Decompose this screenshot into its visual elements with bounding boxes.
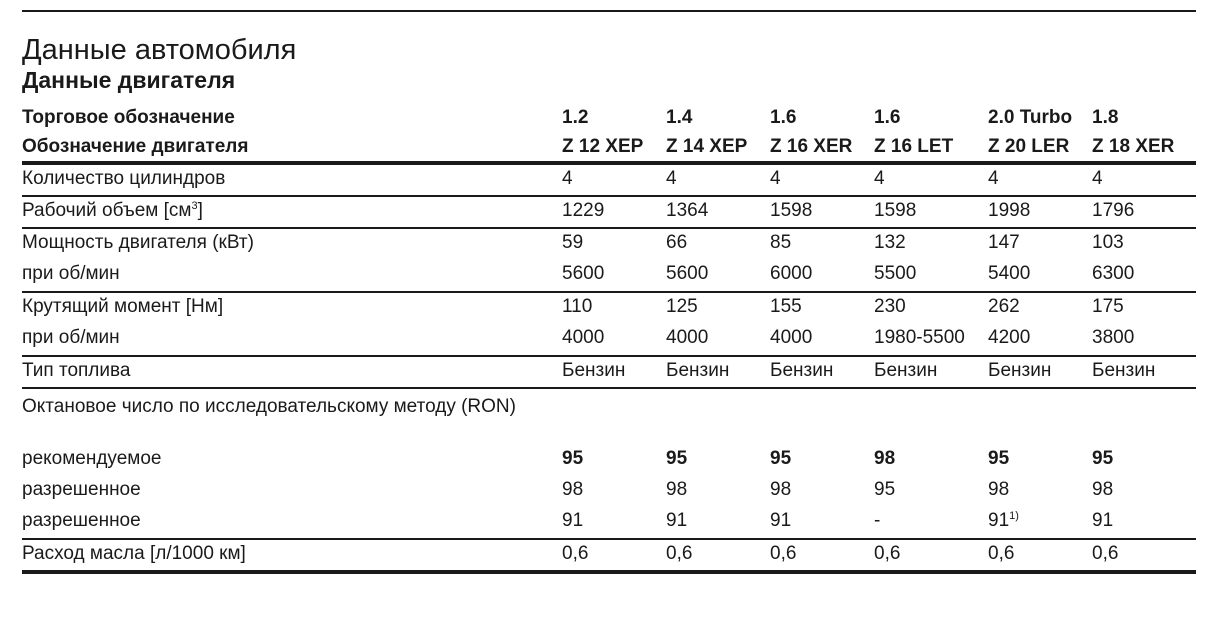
value-cell: 91 xyxy=(770,510,792,531)
value-cell: 0,6 xyxy=(562,543,589,564)
table-row xyxy=(22,476,1196,507)
value-cell: 98 xyxy=(874,448,896,469)
value-cell: 91 xyxy=(562,510,584,531)
trade-cell: 2.0 Turbo xyxy=(988,107,1073,128)
value-cell: 4 xyxy=(666,168,677,189)
value-cell: 95 xyxy=(874,479,896,500)
engine-cell: Z 16 LET xyxy=(874,136,954,157)
value-cell: 5400 xyxy=(988,263,1031,284)
value-cell: 85 xyxy=(770,232,792,253)
row-divider xyxy=(22,387,1196,389)
value-cell: 175 xyxy=(1092,296,1124,317)
value-cell: 147 xyxy=(988,232,1020,253)
table-row xyxy=(22,229,1196,260)
value-cell: 98 xyxy=(988,479,1010,500)
value-cell: 1598 xyxy=(770,200,813,221)
value-cell: 4 xyxy=(1092,168,1103,189)
value-cell: 4 xyxy=(562,168,573,189)
value-cell: 91$^{1)}$ xyxy=(988,510,1019,531)
value-cell: 5600 xyxy=(666,263,709,284)
page-title: Данные автомобиля xyxy=(22,34,297,66)
value-cell: 4000 xyxy=(770,327,813,348)
value-cell: 59 xyxy=(562,232,584,253)
row-label: разрешенное xyxy=(22,479,141,500)
value-cell: 0,6 xyxy=(770,543,797,564)
row-label: Расход масла [л/1000 км] xyxy=(22,543,246,564)
value-cell: 1229 xyxy=(562,200,605,221)
value-cell: 4000 xyxy=(666,327,709,348)
value-cell: Бензин xyxy=(988,360,1052,381)
value-cell: 4200 xyxy=(988,327,1031,348)
value-cell: 103 xyxy=(1092,232,1124,253)
trade-cell: 1.6 xyxy=(874,107,901,128)
value-cell: 91 xyxy=(666,510,688,531)
value-cell: 110 xyxy=(562,296,593,317)
value-cell: 95 xyxy=(770,448,792,469)
value-cell: 0,6 xyxy=(666,543,693,564)
value-cell: 0,6 xyxy=(1092,543,1119,564)
row-label: Рабочий объем $[см^3]$ xyxy=(22,200,203,221)
row-label: Тип топлива xyxy=(22,360,131,381)
trade-cell: 1.8 xyxy=(1092,107,1119,128)
value-cell: 95 xyxy=(562,448,584,469)
engine-cell: Z 20 LER xyxy=(988,136,1070,157)
value-cell: Бензин xyxy=(770,360,834,381)
row-label: рекомендуемое xyxy=(22,448,162,469)
trade-designation-label: Торговое обозначение xyxy=(22,107,235,128)
value-cell: Бензин xyxy=(666,360,730,381)
value-cell: 4 xyxy=(988,168,999,189)
row-label: Мощность двигателя (кВт) xyxy=(22,232,254,253)
value-cell: 6000 xyxy=(770,263,813,284)
value-cell: 98 xyxy=(666,479,688,500)
table-row xyxy=(22,260,1196,291)
trade-cell: 1.2 xyxy=(562,107,589,128)
row-label: разрешенное xyxy=(22,510,141,531)
value-cell: 91 xyxy=(1092,510,1114,531)
value-cell: Бензин xyxy=(874,360,938,381)
value-cell: 0,6 xyxy=(874,543,901,564)
value-cell: 5600 xyxy=(562,263,605,284)
value-cell: 262 xyxy=(988,296,1020,317)
engine-cell: Z 18 XER xyxy=(1092,136,1175,157)
engine-designation-label: Обозначение двигателя xyxy=(22,136,249,157)
value-cell: 132 xyxy=(874,232,906,253)
value-cell: 98 xyxy=(1092,479,1114,500)
table-row xyxy=(22,293,1196,324)
value-cell: 1998 xyxy=(988,200,1031,221)
value-cell: - xyxy=(874,510,881,531)
bottom-rule xyxy=(22,570,1196,574)
value-cell: 98 xyxy=(562,479,584,500)
value-cell: 95 xyxy=(1092,448,1114,469)
table-row xyxy=(22,357,1196,388)
octane-section-label: Октановое число по исследовательскому методу (RON) xyxy=(22,396,516,417)
value-cell: 125 xyxy=(666,296,698,317)
value-cell: Бензин xyxy=(1092,360,1156,381)
value-cell: 1364 xyxy=(666,200,709,221)
value-cell: 6300 xyxy=(1092,263,1135,284)
trade-cell: 1.6 xyxy=(770,107,797,128)
section-subtitle: Данные двигателя xyxy=(22,67,236,93)
value-cell: 95 xyxy=(666,448,688,469)
value-cell: 0,6 xyxy=(988,543,1015,564)
engine-cell: Z 14 XEP xyxy=(666,136,748,157)
row-label: при об/мин xyxy=(22,327,120,348)
top-rule xyxy=(22,10,1196,12)
value-cell: 230 xyxy=(874,296,906,317)
table-row xyxy=(22,445,1196,476)
engine-cell: Z 12 XEP xyxy=(562,136,644,157)
value-cell: 95 xyxy=(988,448,1010,469)
value-cell: Бензин xyxy=(562,360,626,381)
footnote-marker: 1) xyxy=(1009,510,1019,522)
table-row xyxy=(22,540,1196,571)
value-cell: 155 xyxy=(770,296,802,317)
table-row xyxy=(22,507,1196,538)
trade-cell: 1.4 xyxy=(666,107,693,128)
row-label: Крутящий момент [Нм] xyxy=(22,296,224,317)
table-header xyxy=(22,103,1196,161)
row-label: при об/мин xyxy=(22,263,120,284)
value-cell: 1598 xyxy=(874,200,917,221)
row-label: Количество цилиндров xyxy=(22,168,226,189)
engine-designation-row xyxy=(22,132,1196,161)
value-cell: 4000 xyxy=(562,327,605,348)
table-row xyxy=(22,324,1196,355)
value-cell: 98 xyxy=(770,479,792,500)
trade-designation-row xyxy=(22,103,1196,132)
table-row xyxy=(22,165,1196,196)
table-row xyxy=(22,197,1196,228)
value-cell: 5500 xyxy=(874,263,917,284)
engine-cell: Z 16 XER xyxy=(770,136,853,157)
value-cell: 4 xyxy=(874,168,885,189)
value-cell: 66 xyxy=(666,232,688,253)
value-cell: 4 xyxy=(770,168,781,189)
value-cell: 1980-5500 xyxy=(874,327,965,348)
value-cell: 1796 xyxy=(1092,200,1135,221)
value-cell: 3800 xyxy=(1092,327,1135,348)
